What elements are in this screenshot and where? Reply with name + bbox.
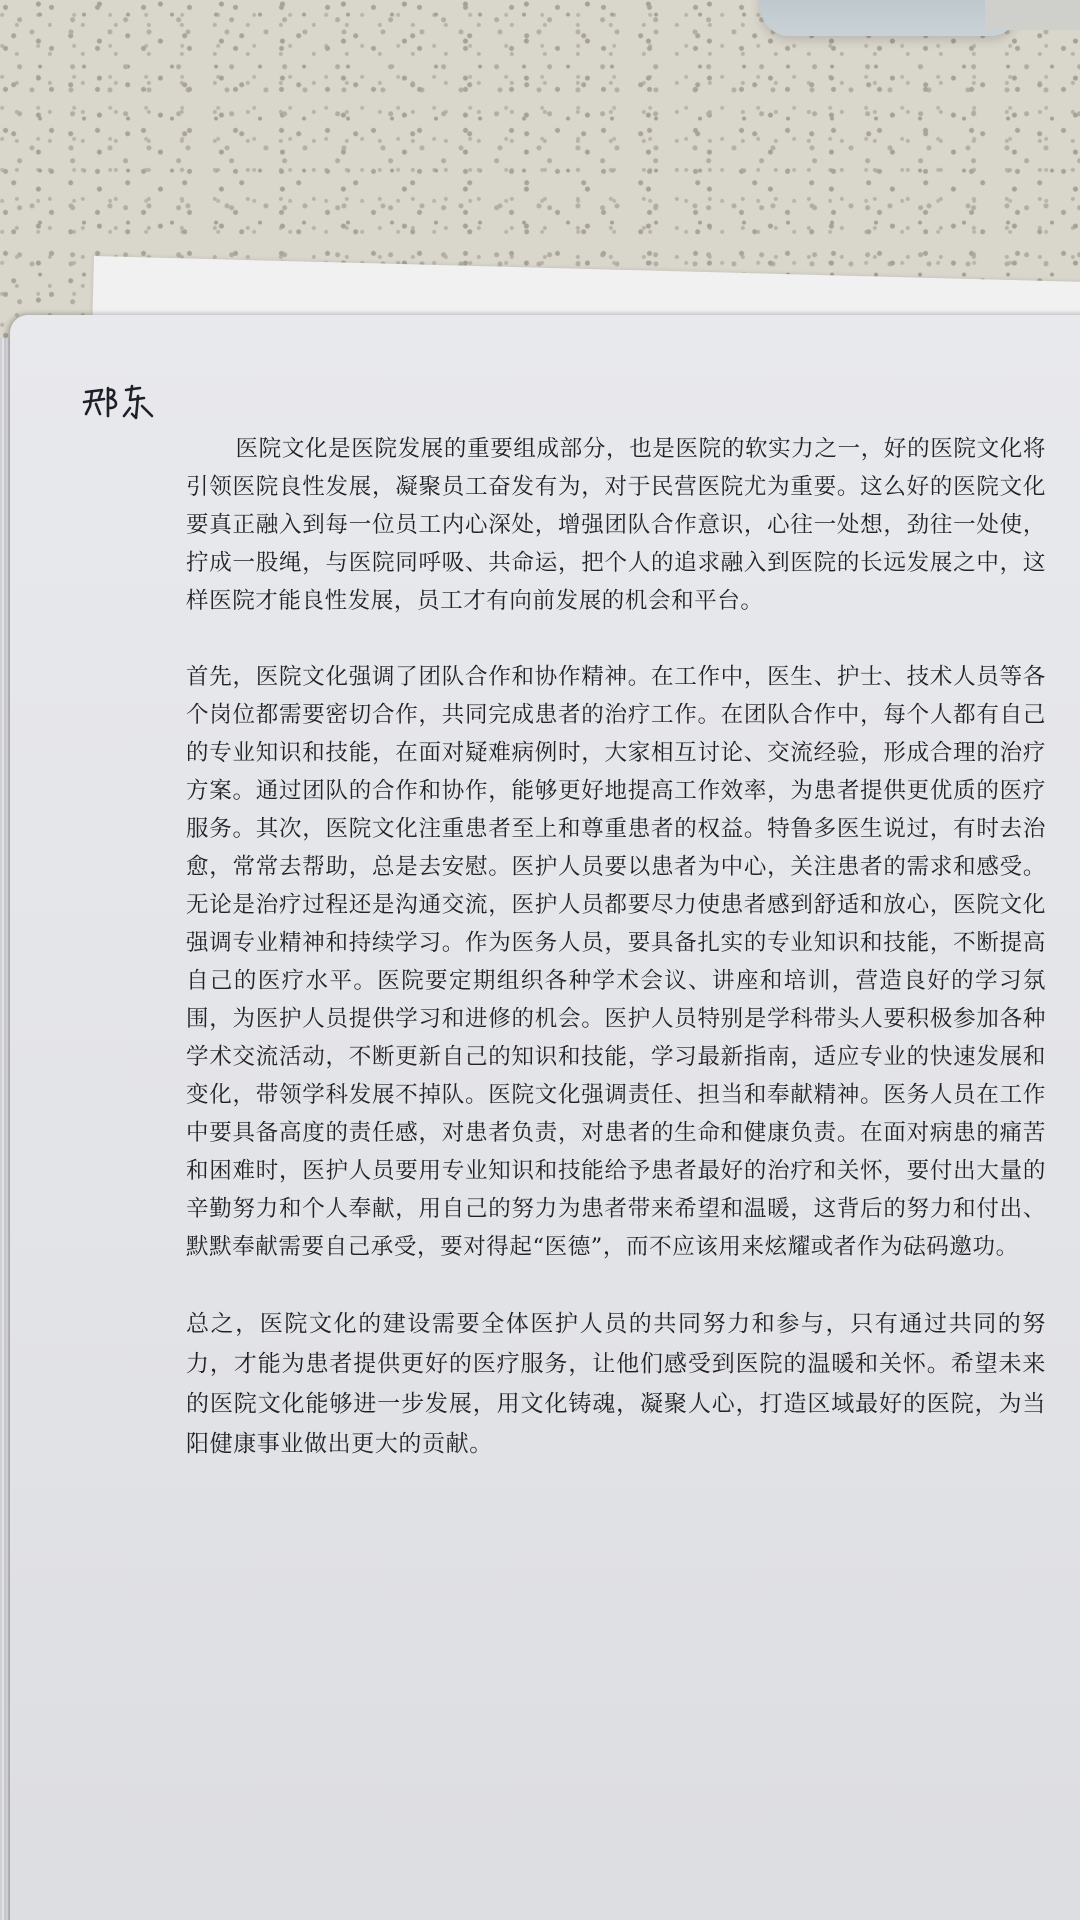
paragraph-main: 首先，医院文化强调了团队合作和协作精神。在工作中，医生、护士、技术人员等各个岗位都需要密切合作，共同完成患者的治疗工作。在团队合作中，每个人都有自己的专业知识和技能，在面对疑难病例时，大家相互讨论、交流经验，形成合理的治疗方案。通过团队的合作和协作，能够更好地提高工作效率，为患者提供更优质的医疗服务。其次，医院文化注重患者至上和尊重患者的权益。特鲁多医生说过，有时去治愈，常常去帮助，总是去安慰。医护人员要以患者为中心，关注患者的需求和感受。无论是治疗过程还是沟通交流，医护人员都要尽力使患者感到舒适和放心，医院文化强调专业精神和持续学习。作为医务人员，要具备扎实的专业知识和技能，不断提高自己的医疗水平。医院要定期组织各种学术会议、讲座和培训，营造良好的学习氛围，为医护人员提供学习和进修的机会。医护人员特别是学科带头人要积极参加各种学术交流活动，不断更新自己的知识和技能，学习最新指南，适应专业的快速发展和变化，带领学科发展不掉队。医院文化强调责任、担当和奉献精神。医务人员在工作中要具备高度的责任感，对患者负责，对患者的生命和健康负责。在面对病患的痛苦和困难时，医护人员要用专业知识和技能给予患者最好的治疗和关怀，要付出大量的辛勤努力和个人奉献，用自己的努力为患者带来希望和温暖，这背后的努力和付出、默默奉献需要自己承受，要对得起“医德”，而不应该用来炫耀或者作为砝码邀功。: [186, 664, 1046, 1260]
paragraph-conclusion: 总之，医院文化的建设需要全体医护人员的共同努力和参与，只有通过共同的努力，才能为患者提供更好的医疗服务，让他们感受到医院的温暖和关怀。希望未来的医院文化能够进一步发展，用文化铸魂，凝聚人心，打造区域最好的医院，为当阳健康事业做出更大的贡献。: [186, 1311, 1046, 1457]
device-corner: [760, 0, 1020, 36]
document-body: [186, 430, 1046, 1464]
signature-drawing: [80, 378, 160, 426]
paragraph-intro: 医院文化是医院发展的重要组成部分，也是医院的软实力之一，好的医院文化将引领医院良性发展，凝聚员工奋发有为，对于民营医院尤为重要。这么好的医院文化要真正融入到每一位员工内心深处，增强团队合作意识，心往一处想，劲往一处使，拧成一股绳，与医院同呼吸、共命运，把个人的追求融入到医院的长远发展之中，这样医院才能良性发展，员工才有向前发展的机会和平台。: [186, 436, 1046, 614]
device-corner-secondary: [985, 0, 1080, 30]
handwritten-signature: [80, 378, 160, 426]
